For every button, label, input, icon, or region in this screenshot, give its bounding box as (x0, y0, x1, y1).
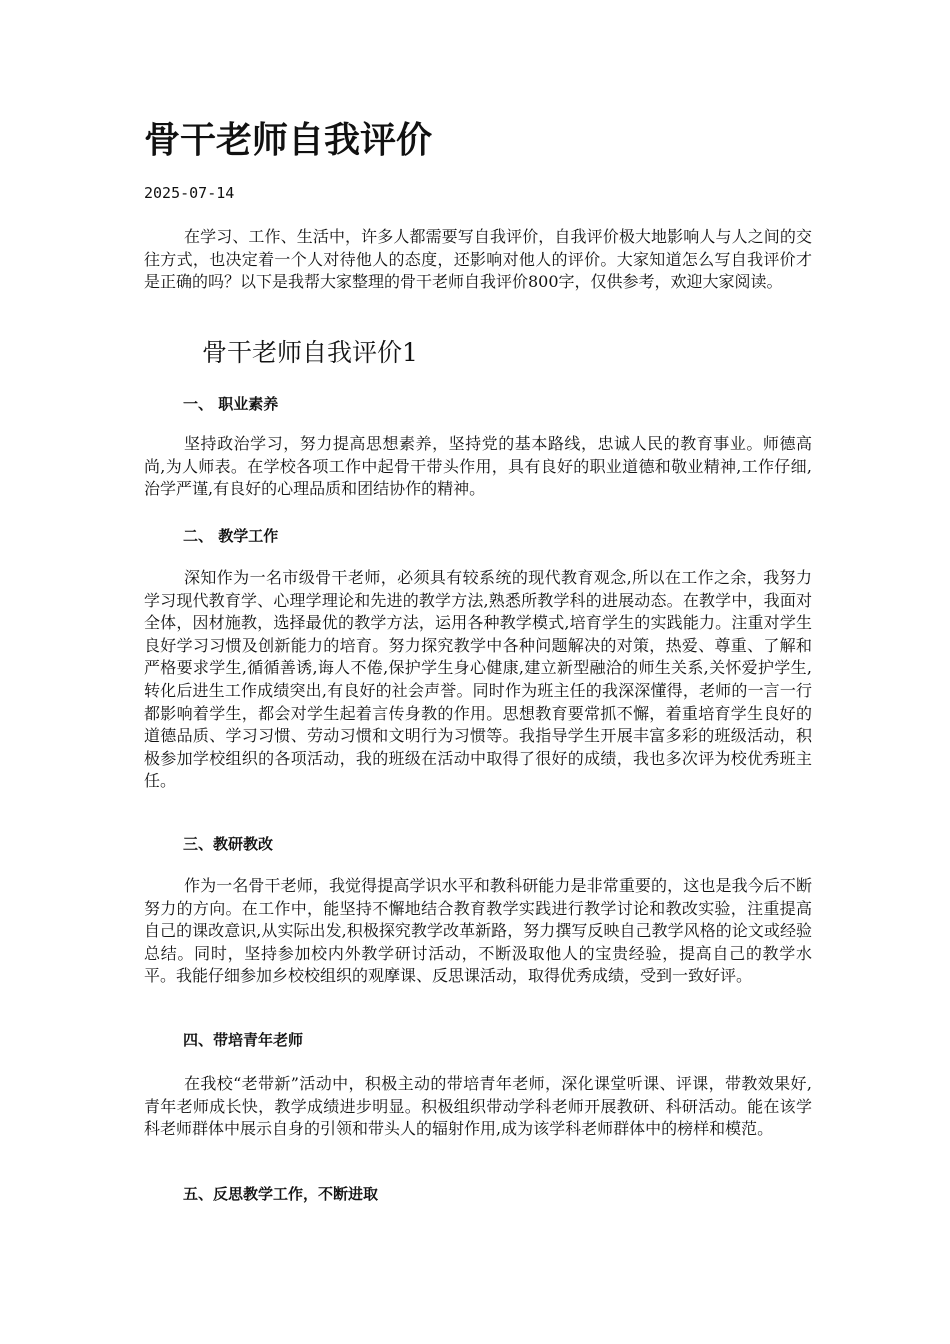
section-heading-mentoring: 四、带培青年老师 (183, 1031, 304, 1049)
section-body-professionalism: 坚持政治学习，努力提高思想素养，坚持党的基本路线，忠诚人民的教育事业。师德高尚,为人师表。在学校各项工作中起骨干带头作用，具有良好的职业道德和敬业精神,工作仔细,治学严谨,有良好的心理品质和团结协作的精神。 (144, 434, 812, 499)
section-body-mentoring: 在我校“老带新”活动中，积极主动的带培青年老师，深化课堂听课、评课，带教效果好,青年老师成长快，教学成绩进步明显。积极组织带动学科老师开展教研、科研活动。能在该学科老师群体中展示自身的引领和带头人的辐射作用,成为该学科老师群体中的榜样和模范。 (144, 1074, 812, 1139)
document-date: 2025-07-14 (144, 184, 235, 202)
section-heading-teaching: 二、 教学工作 (183, 527, 279, 545)
document-title: 骨干老师自我评价 (144, 119, 433, 161)
article-title: 骨干老师自我评价1 (202, 338, 418, 367)
section-body-teaching: 深知作为一名市级骨干老师，必须具有较系统的现代教育观念,所以在工作之余，我努力学习现代教育学、心理学理论和先进的教学方法,熟悉所教学科的进展动态。在教学中，我面对全体，因材施教，选择最优的教学方法，运用各种教学模式,培育学生的实践能力。注重对学生良好学习习惯及创新能力的培育。努力探究教学中各种问题解决的对策，热爱、尊重、了解和严格要求学生,循循善诱,诲人不倦,保护学生身心健康,建立新型融洽的师生关系,关怀爱护学生,转化后进生工作成绩突出,有良好的社会声誉。同时作为班主任的我深深懂得，老师的一言一行都影响着学生，都会对学生起着言传身教的作用。思想教育要常抓不懈，着重培育学生良好的道德品质、学习习惯、劳动习惯和文明行为习惯等。我指导学生开展丰富多彩的班级活动，积极参加学校组织的各项活动，我的班级在活动中取得了很好的成绩，我也多次评为校优秀班主任。 (144, 568, 812, 791)
section-body-research: 作为一名骨干老师，我觉得提高学识水平和教科研能力是非常重要的，这也是我今后不断努力的方向。在工作中，能坚持不懈地结合教育教学实践进行教学讨论和教改实验，注重提高自己的课改意识,从实际出发,积极探究教学改革新路，努力撰写反映自己教学风格的论文或经验总结。同时，坚持参加校内外教学研讨活动，不断汲取他人的宝贵经验，提高自己的教学水平。我能仔细参加乡校校组织的观摩课、反思课活动，取得优秀成绩，受到一致好评。 (144, 876, 812, 986)
section-heading-reflection: 五、反思教学工作，不断进取 (183, 1185, 379, 1203)
intro-paragraph: 在学习、工作、生活中，许多人都需要写自我评价，自我评价极大地影响人与人之间的交往方式，也决定着一个人对待他人的态度，还影响对他人的评价。大家知道怎么写自我评价才是正确的吗？以下是我帮大家整理的骨干老师自我评价800字，仅供参考，欢迎大家阅读。 (144, 227, 812, 292)
section-heading-professionalism: 一、 职业素养 (183, 395, 279, 413)
section-heading-research: 三、教研教改 (183, 835, 274, 853)
